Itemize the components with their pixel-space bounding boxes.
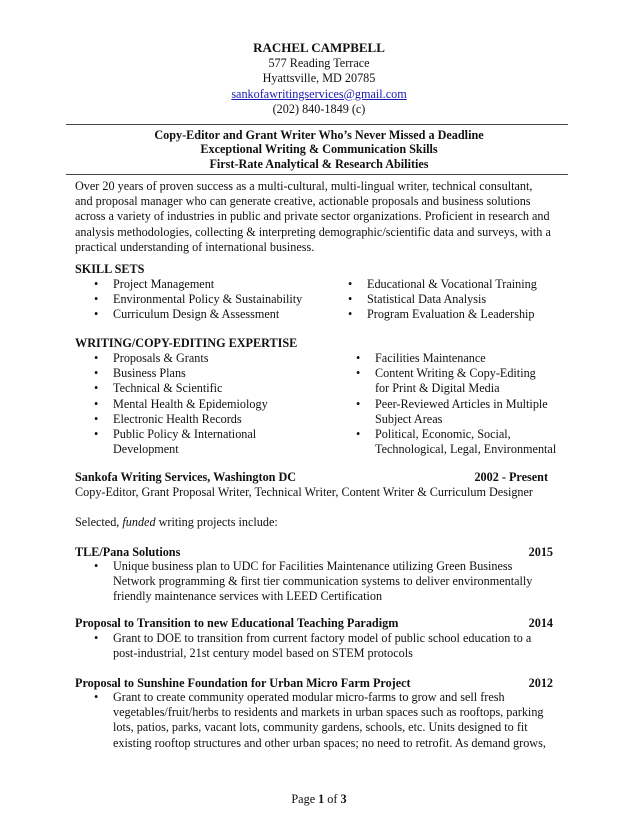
writing-right-list: [356, 351, 564, 457]
divider-top: [66, 124, 568, 125]
company-name: Sankofa Writing Services, Washington DC: [75, 470, 297, 484]
project-header: [75, 676, 553, 691]
list-item: • Grant to create community operated modular micro-farms to grow and sell fresh vegetables/fruit/herbs to residents and markets in urban spaces such as rooftops, parking lots, patios, parks, vacant lots, community gardens, schools, etc. Units designed to fit existing rooftop structures and other urban spaces; no need to retrofit. As demand grows,: [94, 690, 560, 751]
list-item: • Curriculum Design & Assessment: [94, 307, 344, 322]
page-footer: Page 1 of 3: [291, 792, 347, 806]
experience-header: [75, 470, 553, 485]
list-item: • Electronic Health Records: [94, 412, 334, 427]
list-item: • Program Evaluation & Leadership: [348, 307, 563, 322]
list-item: • Public Policy & International Development: [94, 427, 288, 457]
address-line-1: 577 Reading Terrace: [268, 56, 370, 70]
project-title: TLE/Pana Solutions: [75, 545, 181, 559]
list-item: • Educational & Vocational Training: [348, 277, 563, 292]
headline-3: First-Rate Analytical & Research Abilities: [209, 156, 429, 171]
project-title: Proposal to Sunshine Foundation for Urban Micro Farm Project: [75, 676, 411, 690]
candidate-name: RACHEL CAMPBELL: [253, 40, 385, 55]
project-header: [75, 545, 553, 560]
employment-dates: 2002 - Present: [474, 470, 548, 484]
project-year: 2012: [528, 676, 553, 690]
list-item: • Peer-Reviewed Articles in Multiple Subject Areas: [356, 397, 550, 427]
list-item: • Mental Health & Epidemiology: [94, 397, 334, 412]
job-roles: Copy-Editor, Grant Proposal Writer, Technical Writer, Content Writer & Curriculum Designer: [75, 485, 533, 499]
list-item: • Unique business plan to UDC for Facilities Maintenance utilizing Green Business Network programming & first tier communication systems to deliver environmentally friendly maintenance services with LEED Certification: [94, 559, 546, 605]
project-year: 2015: [528, 545, 553, 559]
summary-paragraph: Over 20 years of proven success as a multi-cultural, multi-lingual writer, technical consultant, and proposal manager who can generate creative, actionable proposals and business solutions across a variety of industries in public and private sector organizations. Proficient in research and analysis methodologies, collecting & interpreting demographic/scientific data and surveys, with a practical understanding of international business.: [75, 179, 551, 254]
project-title: Proposal to Transition to new Educational Teaching Paradigm: [75, 616, 399, 630]
list-item: • Grant to DOE to transition from current factory model of public school education to a post-industrial, 21st century model based on STEM protocols: [94, 631, 546, 661]
project-bullets: [94, 559, 546, 605]
list-item: • Facilities Maintenance: [356, 351, 550, 366]
list-item: • Project Management: [94, 277, 344, 292]
project-header: [75, 616, 553, 631]
list-item: • Proposals & Grants: [94, 351, 334, 366]
list-item: • Statistical Data Analysis: [348, 292, 563, 307]
project-bullets: [94, 690, 560, 751]
divider-bottom: [66, 174, 568, 175]
skill-sets-left-list: [94, 277, 344, 323]
email-link[interactable]: sankofawritingservices@gmail.com: [231, 86, 407, 101]
address-line-2: Hyattsville, MD 20785: [262, 71, 376, 86]
project-bullets: [94, 631, 546, 661]
list-item: • Technical & Scientific: [94, 381, 334, 396]
headline-2: Exceptional Writing & Communication Skills: [200, 142, 438, 157]
total-pages: 3: [340, 792, 347, 806]
list-item: • Business Plans: [94, 366, 334, 381]
phone-number: (202) 840-1849 (c): [272, 101, 366, 116]
list-item: • Environmental Policy & Sustainability: [94, 292, 344, 307]
writing-left-list: [94, 351, 334, 457]
writing-expertise-title: WRITING/COPY-EDITING EXPERTISE: [75, 336, 298, 350]
contact-block: [0, 56, 638, 117]
project-year: 2014: [528, 616, 553, 630]
current-page-number: 1: [318, 792, 325, 806]
headline-block: [0, 128, 638, 171]
list-item: • Political, Economic, Social, Technological, Legal, Environmental: [356, 427, 567, 457]
skill-sets-title: SKILL SETS: [75, 262, 145, 276]
projects-intro: Selected, funded writing projects include:: [75, 515, 278, 529]
headline-1: Copy-Editor and Grant Writer Who’s Never Missed a Deadline: [154, 128, 484, 142]
list-item: • Content Writing & Copy-Editing for Print & Digital Media: [356, 366, 550, 396]
skill-sets-right-list: [348, 277, 563, 323]
